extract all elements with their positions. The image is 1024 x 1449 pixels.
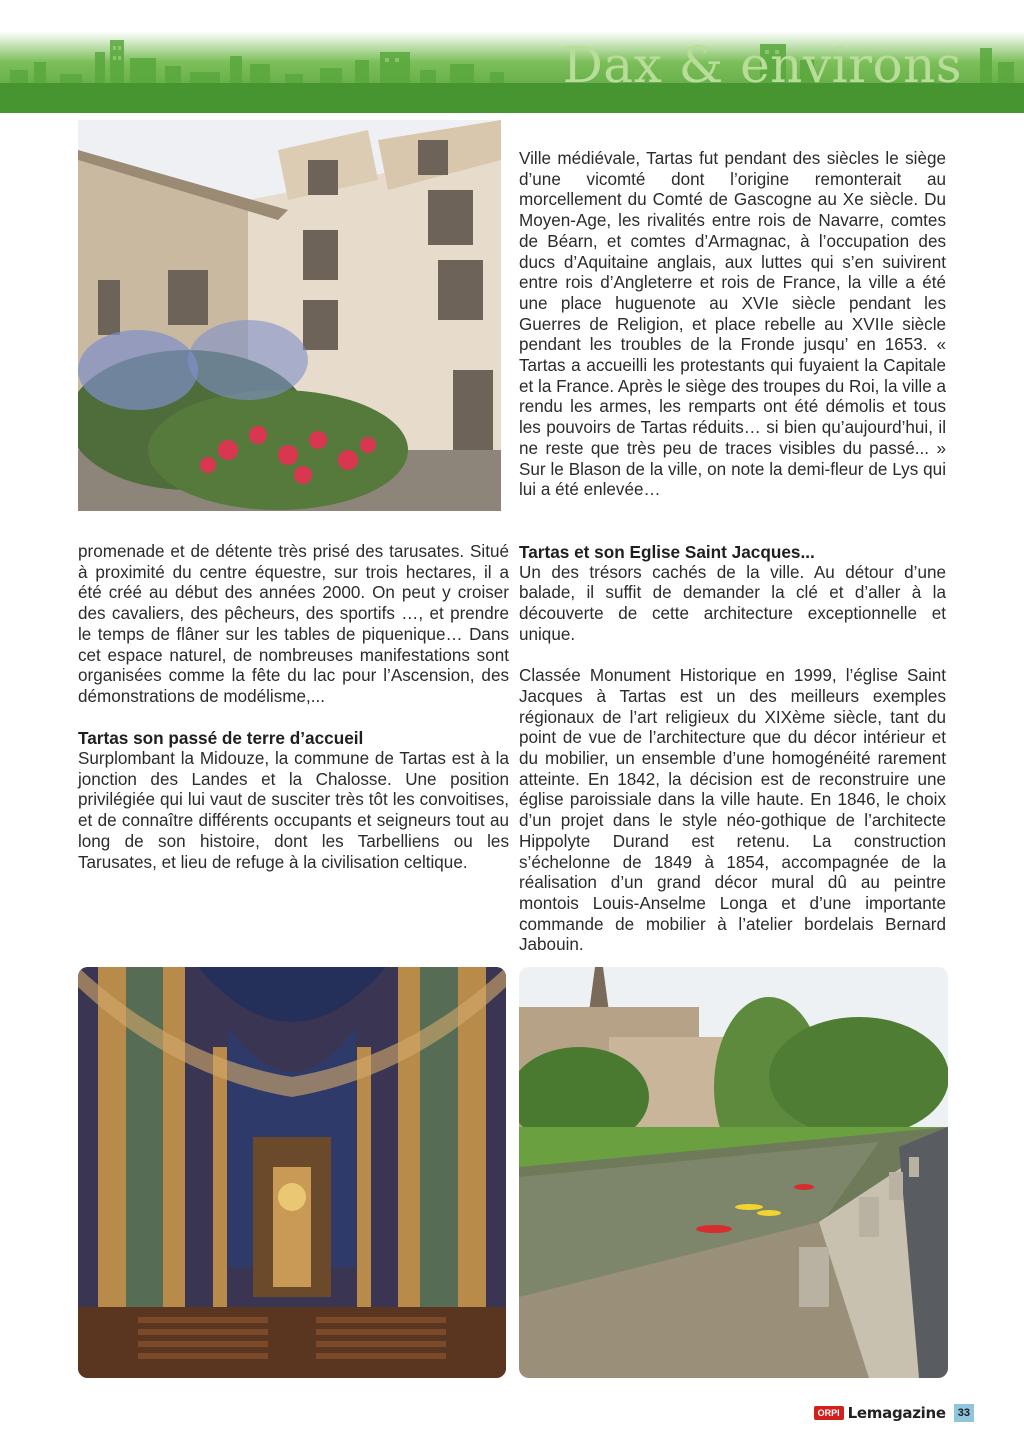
page-footer bbox=[814, 1400, 974, 1426]
intro-history-text bbox=[519, 149, 946, 501]
header-banner bbox=[0, 0, 1024, 113]
left-column bbox=[78, 542, 509, 873]
brand-logo: ORPI bbox=[814, 1406, 844, 1420]
paragraph: promenade et de détente très prisé des tarusates. Situé à proximité du centre équestre, sur trois hectares, il a été créé au début des années 2000. On peut y croiser des cavaliers, des pêcheurs, des sportifs …, et prendre le temps de flâner sur les tables de piquenique… Dans cet espace naturel, de nombreuses manifestations sont organisées comme la fête du lac pour l’Ascension, des démonstrations de modélisme,... bbox=[78, 542, 509, 706]
paragraph: Un des trésors cachés de la ville. Au détour d’une balade, il suffit de demander la clé et d’aller à la découverte de cette architecture exceptionnelle et unique. bbox=[519, 562, 946, 644]
paragraph: Ville médiévale, Tartas fut pendant des siècles le siège d’une vicomté dont l’origine remonterait au morcellement du Comté de Gascogne au Xe siècle. Du Moyen-Age, les rivalités entre rois de Navarre, comtes de Béarn, et comtes d’Armagnac, à l’occupation des ducs d’Aquitaine anglais, aux luttes qui s’en suivirent entre rois d’Angleterre et rois de France, la ville a été une place huguenote au XVIe siècle pendant les Guerres de Religion, et place rebelle au XVIIe siècle pendant les troubles de la Fronde jusqu’ en 1653. « Tartas a accueilli les protestants qui fuyaient la Capitale et la France. Après le siège des troupes du Roi, la ville a rendu les armes, les remparts ont été démolis et tous les pouvoirs de Tartas réduits… si bien qu’aujourd’hui, il ne reste que très peu de traces visibles du passé... » Sur le Blason de la ville, on note la demi-fleur de Lys qui lui a été enlevée… bbox=[519, 149, 946, 500]
section-heading: Tartas et son Eglise Saint Jacques... bbox=[519, 542, 815, 562]
right-column bbox=[519, 542, 946, 956]
section-title: Dax & environs bbox=[562, 36, 962, 94]
paragraph: Classée Monument Historique en 1999, l’église Saint Jacques à Tartas est un des meilleurs exemples régionaux de l’art religieux du XIXème siècle, tant du point de vue de l’architecture que du décor intérieur et du mobilier, un ensemble d’une homogénéité rarement atteinte. En 1842, la décision est de reconstruire une église paroissiale dans la ville haute. En 1846, le choix d’un projet dans le style néo-gothique de l’architecte Hippolyte Durand est retenu. La construction s’échelonne de 1849 à 1854, accompagnée de la réalisation d’un grand décor mural dû au peintre montois Louis-Anselme Longa et d’une importante commande de mobilier à l’atelier bordelais Bernard Jabouin. bbox=[519, 666, 946, 955]
page-number: 33 bbox=[954, 1404, 974, 1422]
church-nave-photo bbox=[78, 967, 506, 1378]
river-kayak-photo bbox=[519, 967, 948, 1378]
paragraph: Surplombant la Midouze, la commune de Tartas est à la jonction des Landes et la Chalosse. Une position privilégiée qui lui vaut de susciter très tôt les convoitises, et de connaître différents occupants et seigneurs tout au long de son histoire, dont les Tarbelliens ou les Tarusates, et lieu de refuge à la civilisation celtique. bbox=[78, 749, 509, 872]
magazine-name: Lemagazine bbox=[847, 1404, 946, 1422]
castle-courtyard-photo bbox=[78, 120, 501, 511]
section-heading: Tartas son passé de terre d’accueil bbox=[78, 728, 364, 749]
